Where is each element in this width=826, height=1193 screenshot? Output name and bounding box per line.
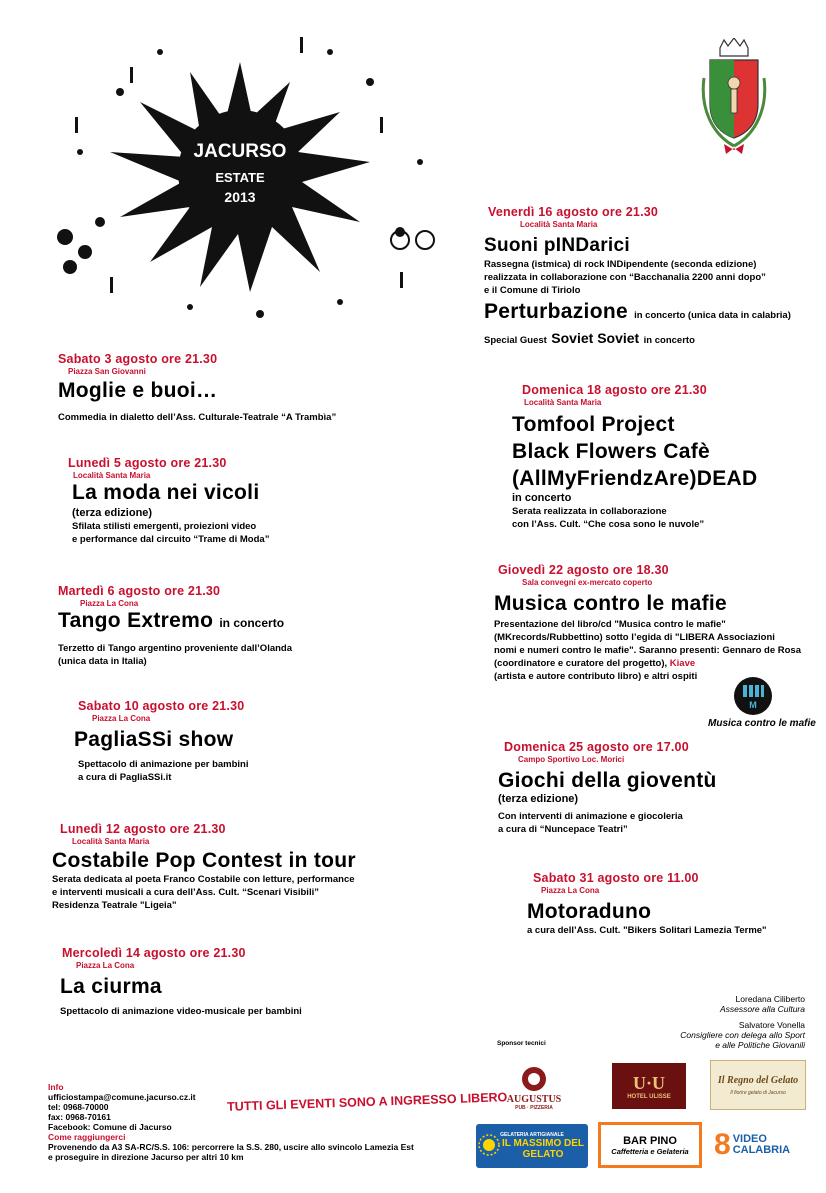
signature-name: Loredana Ciliberto bbox=[735, 994, 805, 1004]
event-description: Residenza Teatrale "Ligeia" bbox=[52, 900, 177, 911]
event-description: Spettacolo di animazione per bambini bbox=[78, 759, 249, 770]
event-venue: Piazza La Cona bbox=[541, 886, 600, 895]
sponsor-video-calabria-logo bbox=[714, 1127, 806, 1163]
burst-title: JACURSO bbox=[193, 141, 287, 162]
info-email[interactable]: ufficiostampa@comune.jacurso.cz.it bbox=[48, 1092, 196, 1102]
event-description: e il Comune di Tiriolo bbox=[484, 285, 581, 296]
sun-icon bbox=[478, 1134, 500, 1156]
perturbazione-title: Perturbazione bbox=[484, 300, 628, 323]
event-la-moda-nei-vicoli bbox=[68, 456, 269, 546]
event-title: Tango Extremo bbox=[58, 609, 214, 632]
signature-role: Consigliere con delega allo Sport bbox=[680, 1030, 805, 1040]
event-title: Giochi della gioventù bbox=[498, 769, 717, 792]
jacurso-estate-burst-illustration bbox=[40, 22, 460, 332]
band-allmyfriendzaredead: (AllMyFriendzAre)DEAD bbox=[512, 467, 758, 490]
event-date: Domenica 25 agosto ore 17.00 bbox=[504, 740, 689, 754]
event-tomfool-project bbox=[512, 383, 757, 531]
event-title: La ciurma bbox=[60, 975, 162, 998]
event-costabile-pop-contest bbox=[52, 822, 356, 912]
musica-contro-le-mafie-logo bbox=[708, 676, 816, 736]
info-facebook: Facebook: Comune di Jacurso bbox=[48, 1122, 172, 1132]
event-venue: Campo Sportivo Loc. Morici bbox=[518, 755, 625, 764]
sponsor-augustus-logo bbox=[494, 1058, 574, 1116]
event-title: Moglie e buoi… bbox=[58, 379, 218, 402]
burst-subtitle: ESTATE bbox=[215, 170, 265, 185]
regno-name: Il Regno del Gelato bbox=[717, 1074, 799, 1086]
kiave-name: Kiave bbox=[669, 658, 696, 669]
augustus-sub: PUB · PIZZERIA bbox=[515, 1104, 553, 1111]
info-fax: fax: 0968-70161 bbox=[48, 1112, 111, 1122]
event-venue: Località Santa Maria bbox=[524, 398, 602, 407]
event-giochi-della-gioventu bbox=[498, 740, 717, 836]
barpino-name: BAR PINO bbox=[623, 1134, 677, 1147]
sponsor-regno-del-gelato-logo bbox=[710, 1060, 806, 1110]
event-edition: (terza edizione) bbox=[72, 507, 153, 519]
massimo-top: GELATERIA ARTIGIANALE bbox=[500, 1132, 564, 1138]
sponsors-label: Sponsor tecnici bbox=[497, 1040, 546, 1047]
event-description: a cura di PagliaSSi.it bbox=[78, 772, 172, 783]
svg-text:M: M bbox=[749, 700, 757, 710]
event-title: La moda nei vicoli bbox=[72, 481, 260, 504]
signature-role: Assessore alla Cultura bbox=[719, 1004, 805, 1014]
sponsor-bar-pino-logo bbox=[598, 1122, 702, 1168]
event-date: Venerdì 16 agosto ore 21.30 bbox=[488, 205, 659, 219]
event-description: con l’Ass. Cult. “Che cosa sono le nuvole” bbox=[512, 519, 705, 530]
event-pagliassi-show bbox=[74, 699, 249, 784]
event-description: e performance dal circuito “Trame di Moda” bbox=[72, 534, 270, 545]
event-date: Martedì 6 agosto ore 21.30 bbox=[58, 584, 221, 598]
directions-line: Provenendo da A3 SA-RC/S.S. 106: percorrere la S.S. 280, uscire allo svincolo Lamezia Est bbox=[48, 1142, 414, 1152]
regno-sub: Il fiorire gelato di Jacurso bbox=[730, 1089, 786, 1096]
event-description: Serata realizzata in collaborazione bbox=[512, 506, 667, 517]
ulisse-monogram-icon: U·U bbox=[632, 1072, 665, 1093]
mcm-circle-icon bbox=[733, 676, 773, 716]
event-venue: Località Santa Maria bbox=[73, 471, 151, 480]
event-title: Motoraduno bbox=[527, 900, 652, 923]
event-venue: Sala convegni ex-mercato coperto bbox=[522, 578, 653, 587]
event-venue: Località Santa Maria bbox=[520, 220, 598, 229]
special-guest-label: Special Guest bbox=[484, 335, 547, 346]
free-entry-banner: TUTTI GLI EVENTI SONO A INGRESSO LIBERO bbox=[226, 1090, 508, 1114]
event-venue: Piazza La Cona bbox=[80, 599, 139, 608]
event-description: a cura di “Nuncepace Teatri” bbox=[498, 824, 628, 835]
event-date: Lunedì 5 agosto ore 21.30 bbox=[68, 456, 227, 470]
jacurso-crest-icon bbox=[698, 38, 770, 158]
special-guest-row bbox=[484, 330, 791, 348]
event-description: Con interventi di animazione e giocoleria bbox=[498, 811, 683, 822]
directions-heading: Come raggiungerci bbox=[48, 1132, 126, 1142]
event-description: Presentazione del libro/cd "Musica contro le mafie" bbox=[494, 619, 726, 630]
event-in-concert: in concerto bbox=[512, 492, 572, 504]
event-la-ciurma bbox=[62, 946, 302, 1018]
signature-block bbox=[640, 994, 805, 1050]
event-tango-extremo bbox=[58, 584, 292, 668]
event-date: Mercoledì 14 agosto ore 21.30 bbox=[62, 946, 246, 960]
signature-name: Salvatore Vonella bbox=[738, 1020, 805, 1030]
sponsor-hotel-ulisse-logo bbox=[612, 1063, 686, 1109]
event-moglie-e-buoi bbox=[58, 352, 336, 424]
event-description: (coordinatore e curatore del progetto), bbox=[494, 658, 668, 669]
mcm-logo-text: Musica contro le mafie bbox=[708, 718, 816, 729]
event-venue: Località Santa Maria bbox=[72, 837, 150, 846]
signature-role: e alle Politiche Giovanili bbox=[715, 1040, 805, 1050]
info-block bbox=[48, 1082, 414, 1162]
barpino-sub: Caffetteria e Gelateria bbox=[611, 1146, 689, 1156]
directions-line: e proseguire in direzione Jacurso per altri 10 km bbox=[48, 1152, 244, 1162]
perturbazione-row bbox=[484, 299, 791, 328]
video-name: VIDEO CALABRIA bbox=[732, 1133, 791, 1156]
event-title: Tomfool Project bbox=[512, 413, 675, 436]
event-description: (artista e autore contributo libro) e altri ospiti bbox=[494, 671, 698, 682]
event-edition: (terza edizione) bbox=[498, 793, 579, 805]
event-description: Commedia in dialetto dell’Ass. Culturale-Teatrale “A Trambìa” bbox=[58, 412, 337, 423]
augustus-head-icon bbox=[519, 1064, 549, 1094]
event-title: Costabile Pop Contest in tour bbox=[52, 849, 356, 872]
perturbazione-suffix: in concerto (unica data in calabria) bbox=[634, 310, 791, 321]
soviet-soviet-title: Soviet Soviet bbox=[551, 330, 640, 346]
event-description: Rassegna (istmica) di rock INDipendente (seconda edizione) bbox=[484, 259, 757, 270]
event-description: nomi e numeri contro le mafie". Saranno presenti: Gennaro de Rosa bbox=[494, 645, 801, 656]
video-number: 8 bbox=[714, 1128, 731, 1161]
event-date: Sabato 3 agosto ore 21.30 bbox=[58, 352, 218, 366]
event-description: (MKrecords/Rubbettino) sotto l’egida di "LIBERA Associazioni bbox=[494, 632, 775, 643]
soviet-suffix: in concerto bbox=[643, 335, 695, 346]
event-suoni-pindarici bbox=[484, 205, 791, 348]
event-venue: Piazza La Cona bbox=[76, 961, 135, 970]
info-heading: Info bbox=[48, 1082, 64, 1092]
burst-year: 2013 bbox=[224, 189, 256, 205]
event-motoraduno bbox=[527, 871, 767, 937]
event-venue: Piazza San Giovanni bbox=[68, 367, 146, 376]
event-description-row bbox=[494, 657, 801, 670]
event-description: (unica data in Italia) bbox=[58, 656, 147, 667]
event-description: Spettacolo di animazione video-musicale per bambini bbox=[60, 1006, 302, 1017]
event-title-suffix: in concerto bbox=[219, 616, 285, 630]
event-description: e interventi musicali a cura dell’Ass. Cult. “Scenari Visibili” bbox=[52, 887, 319, 898]
ulisse-name: HOTEL ULISSE bbox=[627, 1093, 671, 1100]
event-description: Serata dedicata al poeta Franco Costabile con letture, performance bbox=[52, 874, 355, 885]
event-title: Musica contro le mafie bbox=[494, 592, 727, 615]
event-description: realizzata in collaborazione con “Bacchanalia 2200 anni dopo” bbox=[484, 272, 766, 283]
event-title: PagliaSSi show bbox=[74, 728, 234, 751]
event-title-row bbox=[58, 608, 292, 636]
event-description: a cura dell’Ass. Cult. "Bikers Solitari Lamezia Terme" bbox=[527, 925, 767, 936]
sponsor-massimo-del-gelato-logo bbox=[476, 1124, 588, 1168]
band-black-flowers-cafe: Black Flowers Cafè bbox=[512, 440, 710, 463]
event-date: Giovedì 22 agosto ore 18.30 bbox=[498, 563, 669, 577]
event-musica-contro-le-mafie bbox=[494, 563, 801, 683]
info-tel: tel: 0968-70000 bbox=[48, 1102, 109, 1112]
event-date: Domenica 18 agosto ore 21.30 bbox=[522, 383, 707, 397]
event-date: Sabato 10 agosto ore 21.30 bbox=[78, 699, 245, 713]
event-venue: Piazza La Cona bbox=[92, 714, 151, 723]
massimo-name: IL MASSIMO DEL GELATO bbox=[501, 1138, 585, 1160]
event-title: Suoni pINDarici bbox=[484, 235, 630, 256]
event-description: Terzetto di Tango argentino proveniente dall’Olanda bbox=[58, 643, 293, 654]
event-description: Sfilata stilisti emergenti, proiezioni video bbox=[72, 521, 257, 532]
augustus-name: AUGUSTUS bbox=[506, 1093, 562, 1105]
event-date: Lunedì 12 agosto ore 21.30 bbox=[60, 822, 226, 836]
event-date: Sabato 31 agosto ore 11.00 bbox=[533, 871, 699, 885]
